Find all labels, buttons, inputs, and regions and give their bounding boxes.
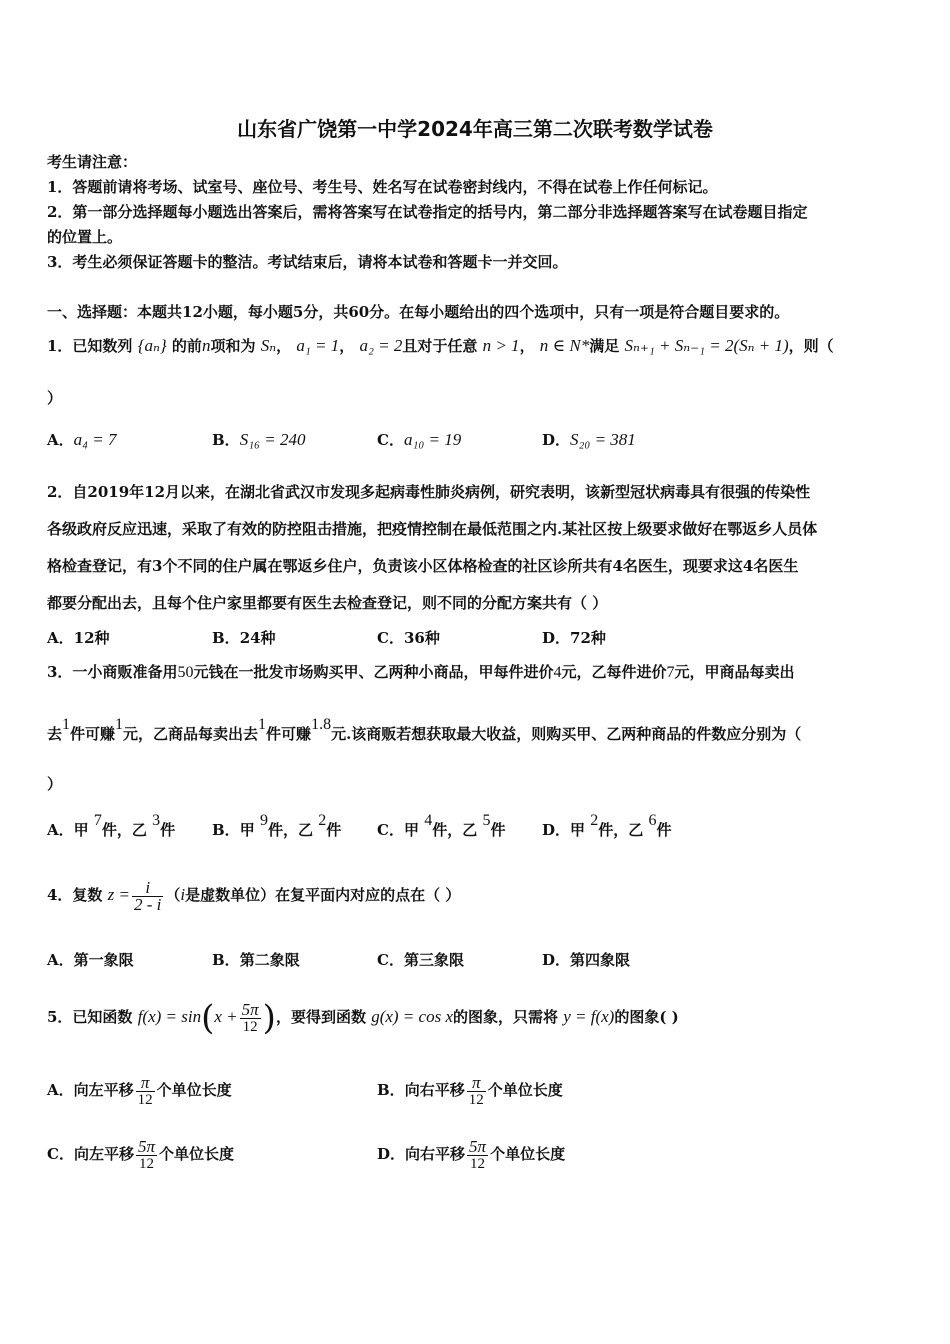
q1-option-a xyxy=(47,430,117,450)
q4-numerator: i xyxy=(132,880,163,897)
q2-option-d xyxy=(542,628,606,648)
q3-option-a-x: 7 xyxy=(93,812,102,829)
q4-i: i xyxy=(180,885,186,904)
q2-option-d-value: 72种 xyxy=(570,629,606,647)
q3-text-h: 件可赚 xyxy=(266,725,312,743)
q5-option-a-den: 12 xyxy=(137,1091,153,1108)
q1-prefix: 1．已知数列 xyxy=(47,337,133,355)
q4-paren: （ xyxy=(165,886,181,904)
q4-prefix: 4．复数 xyxy=(47,886,103,904)
q5-right-paren: ) xyxy=(262,998,276,1038)
q3-option-c-end: 件 xyxy=(490,821,506,839)
exam-title: 山东省广饶第一中学2024年高三第二次联考数学试卷 xyxy=(237,117,713,141)
q3-option-a xyxy=(47,812,176,841)
q3-option-d-jia: 甲 xyxy=(570,821,586,839)
q5-option-d-post: 个单位长度 xyxy=(490,1145,566,1163)
q5-option-c-num: 5π xyxy=(137,1136,155,1156)
q5-option-b-post: 个单位长度 xyxy=(487,1081,563,1099)
q5-text-3: 的图象( ) xyxy=(614,1008,679,1026)
q3-option-b-jia: 甲 xyxy=(239,821,255,839)
notice-item-2a: 2．第一部分选择题每小题选出答案后，需将答案写在试卷指定的括号内，第二部分非选择题答案写在试卷题目指定 xyxy=(47,203,808,221)
q3-option-d-mid: 件，乙 xyxy=(598,821,644,839)
q1-equation: Sₙ₊₁ + Sₙ₋₁ = 2(Sₙ + 1) xyxy=(624,336,789,355)
q3-option-a-y: 3 xyxy=(152,812,161,829)
q1-option-b-value: S₁₆ = 240 xyxy=(239,430,306,449)
q5-option-d-label: D． xyxy=(377,1145,406,1163)
q3-option-c-mid: 件，乙 xyxy=(432,821,478,839)
q4-option-a-label: A． xyxy=(47,951,74,969)
q3-option-d-label: D． xyxy=(542,821,571,839)
q4-option-d-label: D． xyxy=(542,951,571,969)
q5-left-paren: ( xyxy=(201,998,215,1038)
q5-option-c-pre: 向左平移 xyxy=(73,1145,134,1163)
q2-line-3: 格检查登记，有3个不同的住户属在鄂返乡住户，负责该小区体格检查的社区诊所共有4名医生，现要求这4名医生 xyxy=(47,557,799,575)
q4-option-d xyxy=(542,950,630,970)
q5-g: g(x) = cos x xyxy=(371,1007,453,1026)
q2-option-b-value: 24种 xyxy=(239,629,276,647)
q2-option-a-label: A． xyxy=(47,629,74,647)
q1-text-4: 满足 xyxy=(589,337,620,355)
q3-one-2: 1 xyxy=(115,716,124,733)
q1-option-d xyxy=(542,430,636,450)
q5-y: y = f(x) xyxy=(563,1007,615,1026)
q5-option-c-label: C． xyxy=(47,1145,74,1163)
q3-line-1 xyxy=(47,662,795,683)
notice-heading: 考生请注意： xyxy=(47,153,138,171)
q5-option-b-pre: 向右平移 xyxy=(404,1081,465,1099)
q1-n: n xyxy=(201,336,211,355)
q1-sequence: {aₙ} xyxy=(137,336,167,355)
q5-option-c xyxy=(47,1130,234,1178)
q4-option-d-value: 第四象限 xyxy=(570,951,631,969)
q3-option-d-end: 件 xyxy=(656,821,672,839)
q5-text-1: ，要得到函数 xyxy=(275,1008,366,1026)
q4-option-a xyxy=(47,950,134,970)
q3-option-c xyxy=(377,812,506,841)
q1-option-c-label: C． xyxy=(377,431,404,449)
q3-option-b-mid: 件，乙 xyxy=(267,821,313,839)
q2-option-a xyxy=(47,628,110,648)
q3-price-yi: 7 xyxy=(666,664,675,681)
q3-option-b-y: 2 xyxy=(318,812,327,829)
q1-option-b xyxy=(212,430,305,450)
q3-text-d: 元，甲商品每卖出 xyxy=(674,663,795,681)
q3-text-f: 件可赚 xyxy=(70,725,116,743)
q3-option-b-end: 件 xyxy=(326,821,342,839)
q1-option-a-label: A． xyxy=(47,431,74,449)
q2-option-d-label: D． xyxy=(542,629,571,647)
q1-text-2: 项和为 xyxy=(210,337,256,355)
q1-cond-2: n ∈ N* xyxy=(539,336,590,355)
q1-option-a-value: a₄ = 7 xyxy=(73,430,117,449)
q3-option-d xyxy=(542,812,672,841)
q1-option-b-label: B． xyxy=(212,431,240,449)
q3-option-a-end: 件 xyxy=(160,821,176,839)
q3-option-c-jia: 甲 xyxy=(403,821,419,839)
q3-option-d-y: 6 xyxy=(648,812,657,829)
q3-line-2 xyxy=(47,716,802,745)
q3-option-d-x: 2 xyxy=(590,812,599,829)
q4-z: z = xyxy=(107,885,131,904)
q1-sn: Sₙ xyxy=(260,336,277,355)
q3-close: ） xyxy=(47,775,63,793)
q5-prefix: 5．已知函数 xyxy=(47,1008,133,1026)
q2-line-2: 各级政府反应迅速，采取了有效的防控阻击措施，把疫情控制在最低范围之内.某社区按上级要求做好在鄂返乡人员体 xyxy=(47,520,818,538)
q2-line-1: 2．自2019年12月以来，在湖北省武汉市发现多起病毒性肺炎病例，研究表明，该新型冠状病毒具有很强的传染性 xyxy=(47,483,811,501)
q5-fraction xyxy=(240,999,261,1035)
q5-option-d-num: 5π xyxy=(469,1136,487,1156)
q5-option-d-pre: 向右平移 xyxy=(405,1145,466,1163)
q3-text-b: 元钱在一批发市场购买甲、乙两种小商品，甲每件进价 xyxy=(193,663,554,681)
q3-option-a-mid: 件，乙 xyxy=(101,821,147,839)
q5-option-b-label: B． xyxy=(377,1081,405,1099)
q1-a1: a₁ = 1 xyxy=(296,336,340,355)
question-4 xyxy=(47,875,460,915)
q5-option-a-post: 个单位长度 xyxy=(156,1081,232,1099)
q3-one-3: 1 xyxy=(258,716,267,733)
q3-profit: 1.8 xyxy=(311,716,332,733)
question-5 xyxy=(47,993,679,1042)
q5-option-b-den: 12 xyxy=(468,1091,484,1108)
q5-option-c-fraction xyxy=(136,1136,157,1172)
q5-option-b-num: π xyxy=(467,1075,486,1092)
q3-text-c: 元，乙每件进价 xyxy=(561,663,667,681)
q5-frac-denominator: 12 xyxy=(242,1018,258,1035)
q1-text-3: 且对于任意 xyxy=(402,337,478,355)
q5-f-inner: x + xyxy=(214,1007,238,1026)
q3-text-i: 元.该商贩若想获取最大收益，则购买甲、乙两种商品的件数应分别为（ xyxy=(331,725,802,743)
q3-money: 50 xyxy=(177,664,194,681)
q4-option-b xyxy=(212,950,300,970)
notice-item-1: 1．答题前请将考场、试室号、座位号、考生号、姓名写在试卷密封线内，不得在试卷上作任何标记。 xyxy=(47,178,718,196)
q1-option-c xyxy=(377,430,461,450)
q5-frac-numerator: 5π xyxy=(241,999,259,1019)
q4-option-c xyxy=(377,950,464,970)
q5-option-d-den: 12 xyxy=(470,1155,486,1172)
q4-option-b-value: 第二象限 xyxy=(239,951,300,969)
q1-option-d-value: S₂₀ = 381 xyxy=(570,430,636,449)
q4-fraction xyxy=(132,877,163,914)
q3-text-a: 3．一小商贩准备用 xyxy=(47,663,178,681)
notice-item-3: 3．考生必须保证答题卡的整洁。考试结束后，请将本试卷和答题卡一并交回。 xyxy=(47,253,568,271)
q2-option-a-value: 12种 xyxy=(73,629,110,647)
q4-option-b-label: B． xyxy=(212,951,240,969)
q5-option-b xyxy=(377,1070,563,1110)
q3-text-g: 元，乙商品每卖出去 xyxy=(123,725,259,743)
q3-option-a-label: A． xyxy=(47,821,74,839)
q4-suffix: 是虚数单位）在复平面内对应的点在（ ） xyxy=(185,886,461,904)
q3-option-b-label: B． xyxy=(212,821,240,839)
q5-option-a-fraction xyxy=(136,1072,155,1108)
q1-text-1: 的前 xyxy=(171,337,202,355)
q4-option-c-label: C． xyxy=(377,951,404,969)
q5-text-2: 的图象，只需将 xyxy=(452,1008,558,1026)
q4-denominator: 2 - i xyxy=(134,894,162,914)
q3-option-a-jia: 甲 xyxy=(73,821,89,839)
q3-option-c-label: C． xyxy=(377,821,404,839)
q5-option-d xyxy=(377,1130,565,1178)
q3-text-e: 去 xyxy=(47,725,63,743)
q4-option-c-value: 第三象限 xyxy=(403,951,464,969)
q2-option-c-label: C． xyxy=(377,629,404,647)
q1-option-d-label: D． xyxy=(542,431,571,449)
q3-option-b xyxy=(212,812,342,841)
q5-f-left: f(x) = sin xyxy=(137,1007,202,1026)
q5-option-a-num: π xyxy=(136,1075,155,1092)
section-heading: 一、选择题：本题共12小题，每小题5分，共60分。在每小题给出的四个选项中，只有一项是符合题目要求的。 xyxy=(47,303,790,321)
q5-option-a xyxy=(47,1070,232,1110)
q5-option-a-label: A． xyxy=(47,1081,74,1099)
q1-close: ） xyxy=(47,389,63,407)
notice-item-2b: 的位置上。 xyxy=(47,228,123,246)
q2-option-b-label: B． xyxy=(212,629,240,647)
q1-cond-1: n > 1 xyxy=(482,336,520,355)
q5-option-b-fraction xyxy=(467,1072,486,1108)
q5-option-c-den: 12 xyxy=(138,1155,154,1172)
q1-option-c-value: a₁₀ = 19 xyxy=(403,430,462,449)
q3-option-c-y: 5 xyxy=(482,812,491,829)
q4-option-a-value: 第一象限 xyxy=(73,951,134,969)
q2-option-b xyxy=(212,628,276,648)
q5-option-a-pre: 向左平移 xyxy=(73,1081,134,1099)
q3-price-jia: 4 xyxy=(553,664,562,681)
q1-text-5: ，则（ xyxy=(788,337,834,355)
q5-option-c-post: 个单位长度 xyxy=(159,1145,235,1163)
q2-line-4: 都要分配出去，且每个住户家里都要有医生去检查登记，则不同的分配方案共有（ ） xyxy=(47,594,608,612)
q2-option-c-value: 36种 xyxy=(403,629,440,647)
q2-option-c xyxy=(377,628,440,648)
q5-option-d-fraction xyxy=(467,1136,488,1172)
question-1: 1．已知数列 {aₙ} 的前n项和为 Sₙ， a₁ = 1， a₂ = 2且对于任意 n > 1， n ∈ N*满足 Sₙ₊₁ + Sₙ₋₁ = 2(Sₙ + 1)，则（ xyxy=(47,336,834,355)
q3-option-b-x: 9 xyxy=(259,812,268,829)
q1-a2: a₂ = 2 xyxy=(359,336,403,355)
q3-one-1: 1 xyxy=(62,716,71,733)
q3-option-c-x: 4 xyxy=(424,812,433,829)
